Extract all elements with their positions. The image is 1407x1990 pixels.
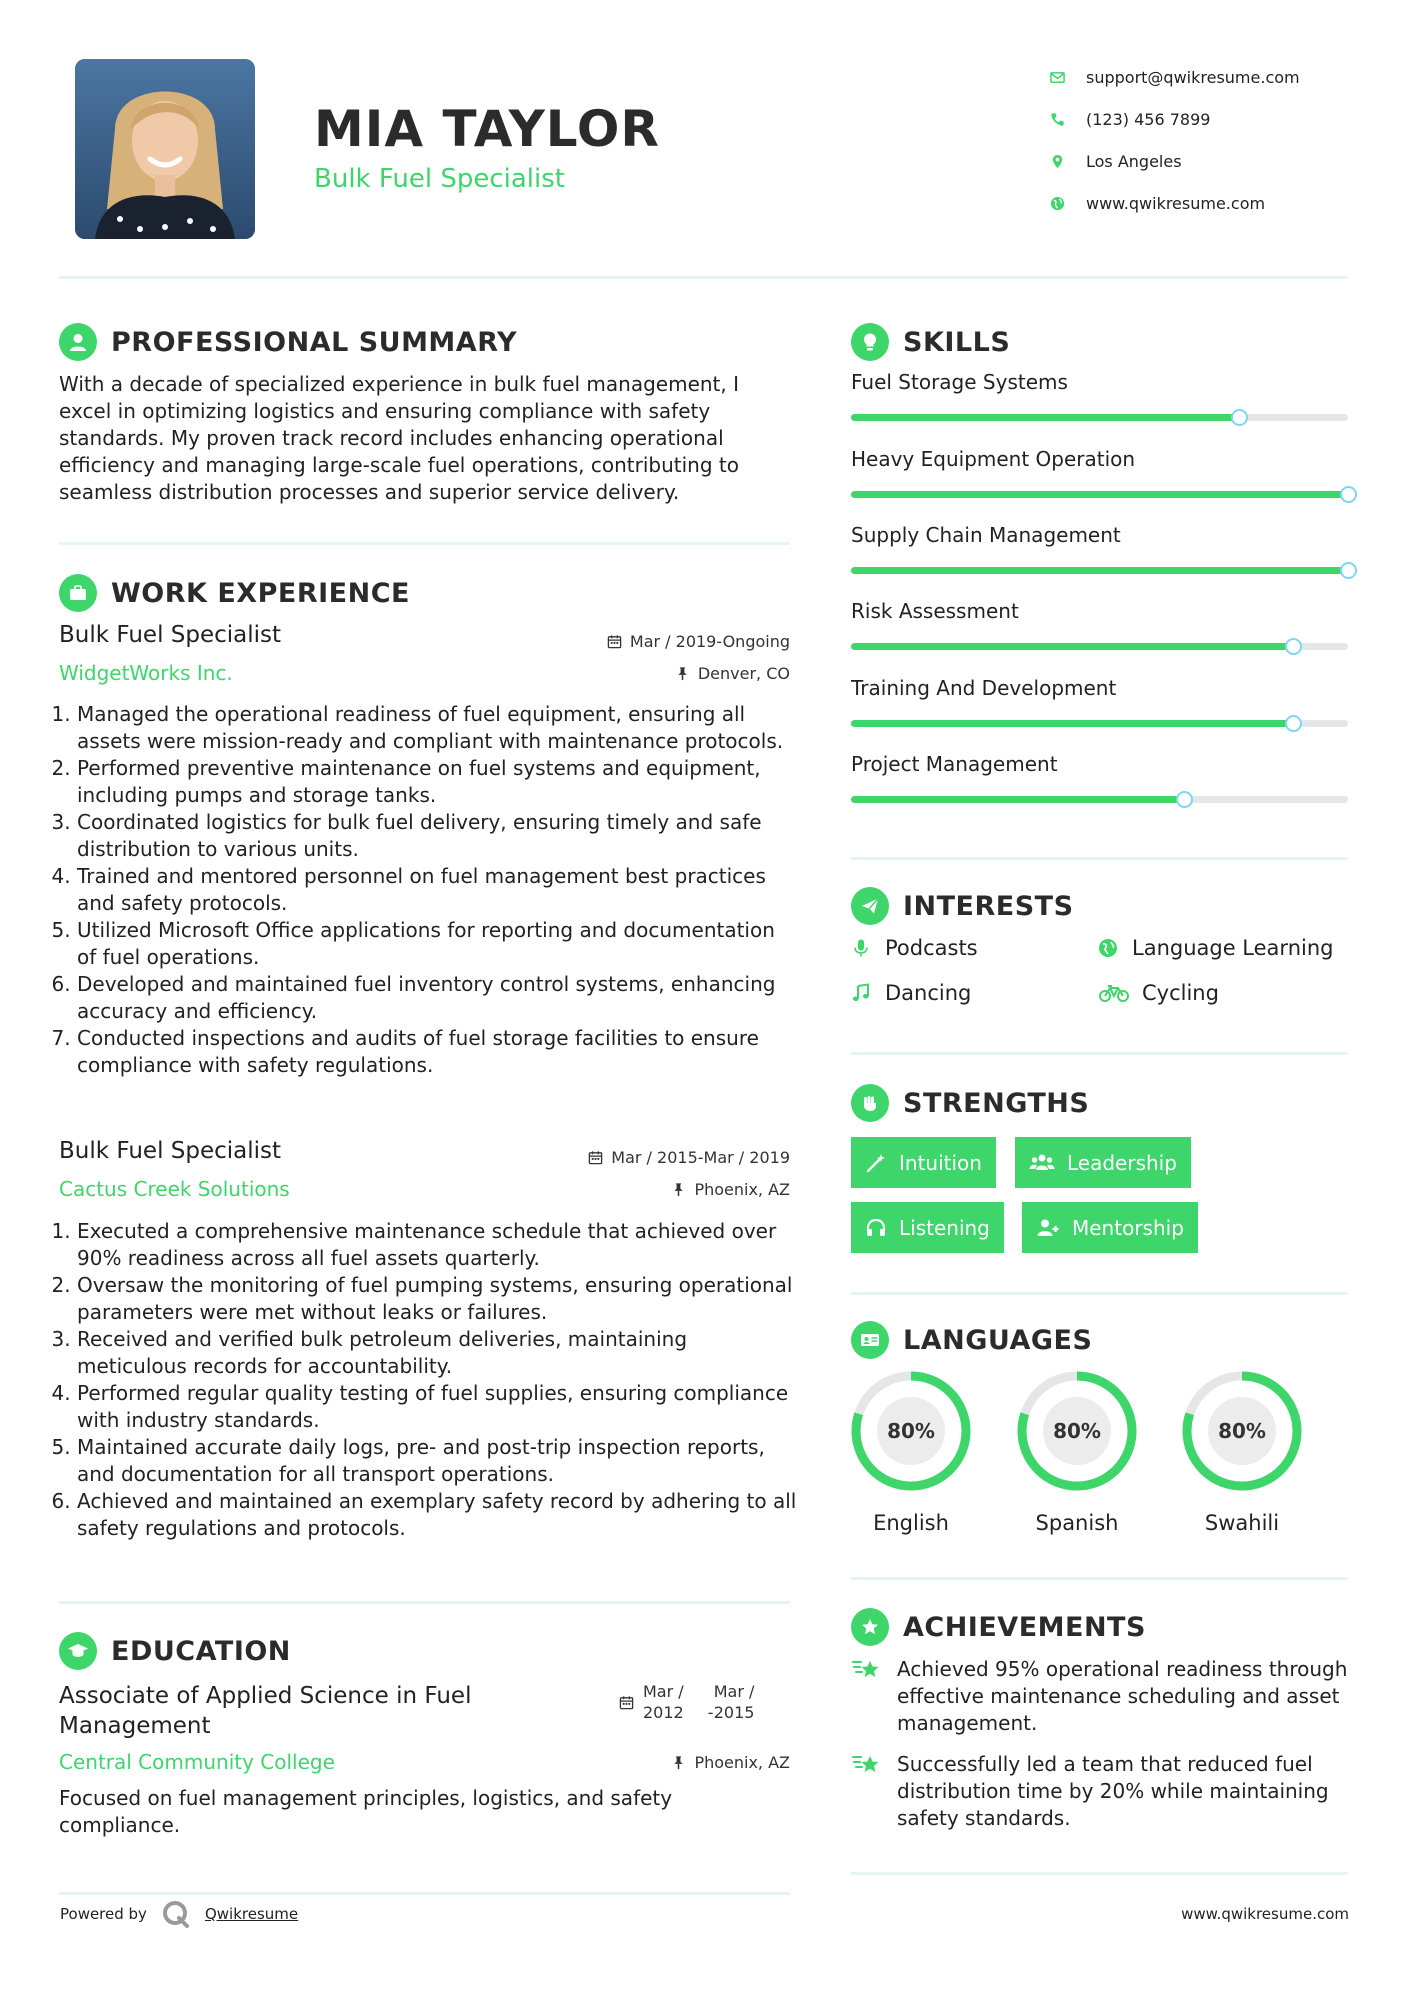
users-icon xyxy=(1029,1152,1055,1174)
skill-bar-fill xyxy=(851,567,1348,574)
list-item: 3. Coordinated logistics for bulk fuel delivery, ensuring timely and safe distribution to various units. xyxy=(77,809,799,863)
lightbulb-icon xyxy=(851,323,889,361)
contact-text: (123) 456 7899 xyxy=(1086,109,1211,129)
strength-label: Leadership xyxy=(1067,1150,1177,1175)
contact-location xyxy=(1050,140,1300,182)
achievement-text: Successfully led a team that reduced fuel distribution time by 20% while maintaining safety standards. xyxy=(897,1752,1329,1830)
skill-bar-knob xyxy=(1231,409,1248,426)
strength-badge xyxy=(1022,1202,1198,1253)
strength-badge xyxy=(851,1137,996,1188)
section-title: LANGUAGES xyxy=(903,1324,1093,1356)
language-item xyxy=(1180,1369,1304,1535)
language-percent: 80% xyxy=(1053,1419,1101,1443)
experience-heading xyxy=(59,574,410,612)
section-divider xyxy=(851,1052,1348,1055)
interests-heading xyxy=(851,887,1074,925)
strength-label: Listening xyxy=(899,1215,990,1240)
skill-bar-fill xyxy=(851,643,1293,650)
headphones-icon xyxy=(865,1217,887,1239)
job-dates xyxy=(607,632,790,651)
achievement-item xyxy=(851,1751,1351,1832)
skill-name: Heavy Equipment Operation xyxy=(851,447,1136,471)
candidate-role: Bulk Fuel Specialist xyxy=(314,164,565,194)
list-item: 6. Achieved and maintained an exemplary safety record by adhering to all safety regulations and protocols. xyxy=(77,1488,799,1542)
job-location-text: Phoenix, AZ xyxy=(694,1180,790,1199)
powered-by-text: Powered by xyxy=(60,1905,147,1923)
skill-item xyxy=(851,447,1348,498)
user-icon xyxy=(59,323,97,361)
user-plus-icon xyxy=(1036,1217,1060,1239)
graduation-icon xyxy=(59,1632,97,1670)
school-name: Central Community College xyxy=(59,1750,335,1774)
achievement-text: Achieved 95% operational readiness through effective maintenance scheduling and asset management. xyxy=(897,1657,1348,1735)
qwikresume-logo-icon xyxy=(161,1899,191,1929)
language-ring xyxy=(849,1369,973,1493)
pushpin-icon xyxy=(671,1755,686,1770)
job-location xyxy=(671,1180,790,1199)
skill-item xyxy=(851,523,1348,574)
language-percent: 80% xyxy=(1218,1419,1266,1443)
section-title: EDUCATION xyxy=(111,1635,291,1667)
skill-item xyxy=(851,370,1348,421)
calendar-icon xyxy=(607,634,622,649)
section-title: INTERESTS xyxy=(903,890,1074,922)
list-item: 1. Managed the operational readiness of fuel equipment, ensuring all assets were mission-ready and compliant with maintenance protocols. xyxy=(77,701,799,755)
fist-icon xyxy=(851,1084,889,1122)
pushpin-icon xyxy=(671,1182,686,1197)
strength-badge xyxy=(851,1202,1004,1253)
microphone-icon xyxy=(851,938,871,958)
language-item xyxy=(1015,1369,1139,1535)
map-pin-icon xyxy=(1050,154,1086,169)
language-name: Swahili xyxy=(1204,1511,1280,1535)
interest-label: Dancing xyxy=(885,981,972,1005)
skill-name: Project Management xyxy=(851,752,1058,776)
section-divider xyxy=(59,1892,790,1895)
calendar-icon xyxy=(588,1150,603,1165)
job-duties xyxy=(59,701,799,1079)
qwikresume-link[interactable]: Qwikresume xyxy=(204,1905,299,1923)
shooting-star-icon xyxy=(851,1749,883,1781)
skill-bar-track xyxy=(851,567,1348,574)
list-item: 1. Executed a comprehensive maintenance schedule that achieved over 90% readiness across all fuel assets quarterly. xyxy=(77,1218,799,1272)
skill-bar-track xyxy=(851,491,1348,498)
skill-bar-track xyxy=(851,643,1348,650)
header-divider xyxy=(59,276,1348,279)
profile-photo xyxy=(75,59,255,239)
skill-bar-knob xyxy=(1285,638,1302,655)
skill-bar-knob xyxy=(1285,715,1302,732)
end-date-year: 2015 xyxy=(713,1703,755,1722)
section-divider xyxy=(59,542,790,545)
contact-text: support@qwikresume.com xyxy=(1086,67,1300,87)
degree-title: Associate of Applied Science in Fuel Management xyxy=(59,1683,472,1739)
achievements-heading xyxy=(851,1608,1146,1646)
section-divider xyxy=(851,1872,1348,1875)
skill-item xyxy=(851,599,1348,650)
phone-icon xyxy=(1050,112,1086,127)
interest-item xyxy=(1098,936,1333,960)
education-location xyxy=(671,1753,790,1772)
strength-label: Intuition xyxy=(899,1150,982,1175)
globe-icon xyxy=(1098,938,1118,958)
skill-name: Supply Chain Management xyxy=(851,523,1121,547)
contact-text: Los Angeles xyxy=(1086,151,1182,171)
contact-text: www.qwikresume.com xyxy=(1086,193,1266,213)
list-item: 5. Maintained accurate daily logs, pre- and post-trip inspection reports, and documentation for all transport operations. xyxy=(77,1434,799,1488)
skill-bar-fill xyxy=(851,720,1293,727)
strength-badge xyxy=(1015,1137,1191,1188)
interest-label: Language Learning xyxy=(1132,936,1334,960)
skill-bar-knob xyxy=(1340,486,1357,503)
globe-icon xyxy=(1050,196,1086,211)
magic-wand-icon xyxy=(865,1152,887,1174)
language-ring xyxy=(1180,1369,1304,1493)
strengths-heading xyxy=(851,1084,1089,1122)
section-divider xyxy=(851,857,1348,860)
calendar-icon xyxy=(619,1695,634,1710)
list-item: 6. Developed and maintained fuel inventory control systems, enhancing accuracy and efficiency. xyxy=(77,971,799,1025)
skill-bar-fill xyxy=(851,414,1239,421)
contact-phone[interactable] xyxy=(1050,98,1300,140)
list-item: 5. Utilized Microsoft Office applications for reporting and documentation of fuel operations. xyxy=(77,917,799,971)
list-item: 2. Performed preventive maintenance on fuel systems and equipment, including pumps and storage tanks. xyxy=(77,755,799,809)
section-title: STRENGTHS xyxy=(903,1087,1090,1119)
skill-bar-track xyxy=(851,796,1348,803)
interest-item xyxy=(1098,981,1219,1005)
contact-website[interactable] xyxy=(1050,182,1300,224)
skill-bar-knob xyxy=(1340,562,1357,579)
strength-label: Mentorship xyxy=(1072,1215,1184,1240)
skill-bar-track xyxy=(851,720,1348,727)
briefcase-icon xyxy=(59,574,97,612)
job-dates-text: Mar / 2019-Ongoing xyxy=(629,632,790,651)
section-divider xyxy=(851,1577,1348,1580)
skill-bar-fill xyxy=(851,796,1184,803)
company-name: WidgetWorks Inc. xyxy=(59,661,233,685)
list-item: 2. Oversaw the monitoring of fuel pumping systems, ensuring operational parameters were met without leaks or failures. xyxy=(77,1272,799,1326)
summary-text: With a decade of specialized experience in bulk fuel management, I excel in optimizing logistics and ensuring compliance with safety standards. My proven track record includes enhancing operational efficiency and managing large-scale fuel operations, contributing to seamless distribution processes and superior service delivery. xyxy=(59,372,740,504)
interest-label: Cycling xyxy=(1142,981,1219,1005)
job-dates-text: Mar / 2015-Mar / 2019 xyxy=(611,1148,790,1167)
section-title: PROFESSIONAL SUMMARY xyxy=(111,326,518,358)
skill-bar-fill xyxy=(851,491,1348,498)
job-dates xyxy=(588,1148,790,1167)
section-divider xyxy=(851,1292,1348,1295)
section-title: ACHIEVEMENTS xyxy=(903,1611,1146,1643)
footer-powered-by xyxy=(60,1899,298,1929)
music-note-icon xyxy=(851,983,871,1003)
list-item: 4. Performed regular quality testing of fuel supplies, ensuring compliance with industry standards. xyxy=(77,1380,799,1434)
interest-item xyxy=(851,981,971,1005)
skill-name: Fuel Storage Systems xyxy=(851,370,1068,394)
skills-heading xyxy=(851,323,1010,361)
list-item: 3. Received and verified bulk petroleum deliveries, maintaining meticulous records for accountability. xyxy=(77,1326,799,1380)
job-title: Bulk Fuel Specialist xyxy=(59,622,282,648)
job-location-text: Denver, CO xyxy=(697,664,790,683)
skill-item xyxy=(851,752,1348,803)
id-card-icon xyxy=(851,1321,889,1359)
list-item: 7. Conducted inspections and audits of fuel storage facilities to ensure compliance with safety regulations. xyxy=(77,1025,799,1079)
interest-item xyxy=(851,936,978,960)
section-divider xyxy=(59,1601,790,1604)
start-date-month: Mar / xyxy=(643,1682,684,1701)
envelope-icon xyxy=(1050,70,1086,85)
job-duties xyxy=(59,1218,799,1542)
language-percent: 80% xyxy=(887,1419,935,1443)
footer-website[interactable]: www.qwikresume.com xyxy=(1181,1905,1349,1923)
skill-name: Risk Assessment xyxy=(851,599,1019,623)
start-date-year: 2012 xyxy=(643,1703,684,1722)
job-location xyxy=(675,664,790,683)
skill-item xyxy=(851,676,1348,727)
contact-email[interactable] xyxy=(1050,56,1300,98)
date-separator: - xyxy=(707,1703,714,1722)
contact-list xyxy=(1050,56,1300,224)
job-title: Bulk Fuel Specialist xyxy=(59,1138,282,1164)
list-item: 4. Trained and mentored personnel on fuel management best practices and safety protocols. xyxy=(77,863,799,917)
language-name: English xyxy=(873,1511,949,1535)
candidate-name: MIA TAYLOR xyxy=(314,100,660,158)
skill-name: Training And Development xyxy=(851,676,1117,700)
education-heading xyxy=(59,1632,291,1670)
education-location-text: Phoenix, AZ xyxy=(694,1753,790,1772)
end-date-month: Mar / xyxy=(713,1682,755,1701)
skill-bar-track xyxy=(851,414,1348,421)
skill-bar-knob xyxy=(1176,791,1193,808)
section-title: SKILLS xyxy=(903,326,1011,358)
star-badge-icon xyxy=(851,1608,889,1646)
language-ring xyxy=(1015,1369,1139,1493)
bicycle-icon xyxy=(1098,983,1130,1003)
interest-label: Podcasts xyxy=(885,936,978,960)
education-description: Focused on fuel management principles, logistics, and safety compliance. xyxy=(59,1786,673,1837)
pushpin-icon xyxy=(675,666,690,681)
company-name: Cactus Creek Solutions xyxy=(59,1177,290,1201)
summary-heading xyxy=(59,323,517,361)
education-dates xyxy=(619,1681,754,1723)
section-title: WORK EXPERIENCE xyxy=(111,577,410,609)
language-name: Spanish xyxy=(1035,1511,1119,1535)
shooting-star-icon xyxy=(851,1654,883,1686)
language-item xyxy=(849,1369,973,1535)
achievement-item xyxy=(851,1656,1351,1737)
languages-heading xyxy=(851,1321,1092,1359)
paper-plane-icon xyxy=(851,887,889,925)
